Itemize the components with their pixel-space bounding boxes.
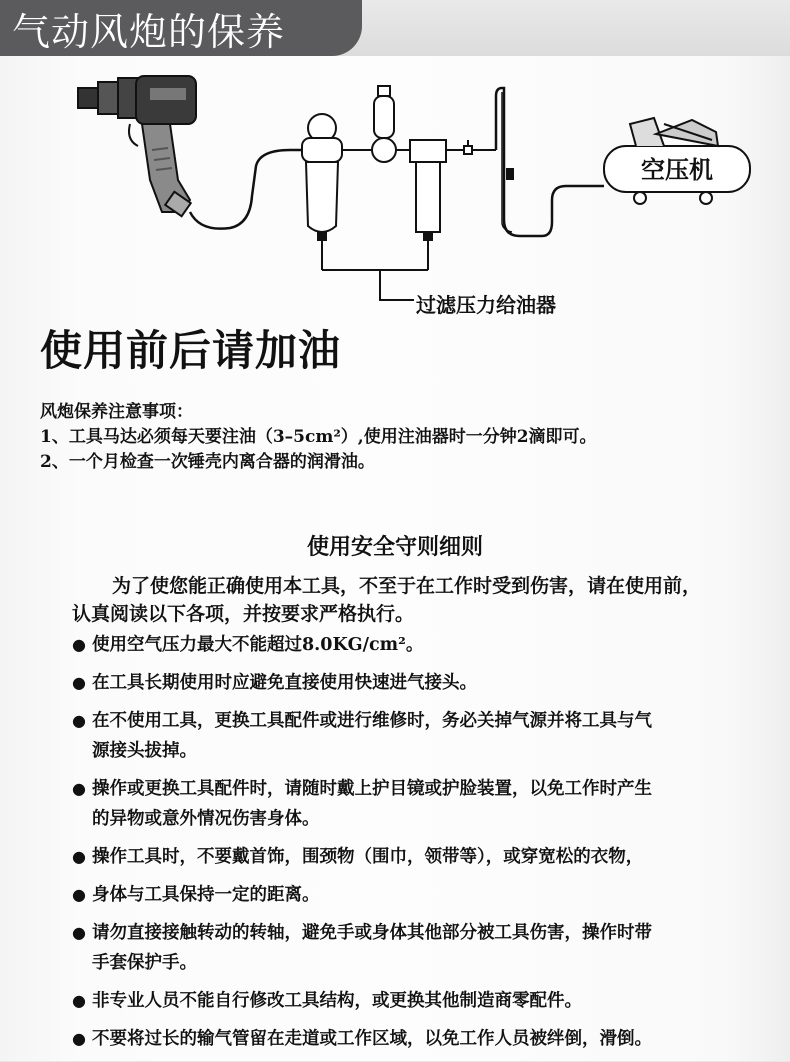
safety-rule-text: 身体与工具保持一定的距离。 bbox=[92, 885, 320, 905]
maintenance-title: 风炮保养注意事项： bbox=[40, 402, 193, 422]
safety-rule-text: 源接头拔掉。 bbox=[92, 741, 197, 761]
bullet-icon: ● bbox=[72, 711, 86, 730]
maintenance-notes bbox=[40, 400, 597, 475]
safety-rule bbox=[72, 842, 762, 872]
safety-rule-text: 手套保护手。 bbox=[92, 953, 197, 973]
safety-rule bbox=[72, 986, 762, 1016]
air-system-diagram bbox=[0, 60, 790, 320]
safety-intro bbox=[72, 572, 762, 628]
safety-rule bbox=[72, 774, 762, 834]
safety-rule bbox=[72, 706, 762, 766]
safety-rule bbox=[72, 880, 762, 910]
filter-regulator-label: 过滤压力给油器 bbox=[416, 293, 556, 317]
safety-rule-text: 在工具长期使用时应避免直接使用快速进气接头。 bbox=[92, 673, 477, 693]
impact-wrench-icon bbox=[78, 76, 196, 216]
bullet-icon: ● bbox=[72, 923, 86, 942]
air-hose bbox=[190, 150, 308, 229]
safety-rule-text: 在不使用工具，更换工具配件或进行维修时，务必关掉气源并将工具与气 bbox=[92, 711, 652, 731]
safety-intro-line: 认真阅读以下各项，并按要求严格执行。 bbox=[72, 603, 415, 625]
label-bracket bbox=[322, 270, 428, 300]
safety-rule-text: 操作工具时，不要戴首饰，围颈物（围巾，领带等），或穿宽松的衣物， bbox=[92, 847, 644, 867]
compressor-label: 空压机 bbox=[641, 156, 713, 184]
filter-bowl-icon bbox=[302, 114, 342, 270]
maintenance-item: 1、工具马达必须每天要注油（3–5cm²）,使用注油器时一分钟2滴即可。 bbox=[40, 427, 597, 447]
safety-rule-text: 使用空气压力最大不能超过8.0KG/cm²。 bbox=[92, 635, 424, 655]
lubricator-icon bbox=[410, 140, 496, 270]
bullet-icon: ● bbox=[72, 991, 86, 1010]
pressure-regulator-icon bbox=[342, 86, 412, 162]
safety-rule-text: 不要将过长的输气管留在走道或工作区域，以免工作人员被绊倒，滑倒。 bbox=[92, 1029, 652, 1049]
safety-rule bbox=[72, 668, 762, 698]
supply-pipe bbox=[496, 88, 604, 236]
page-title: 气动风炮的保养 bbox=[12, 9, 286, 54]
bullet-icon: ● bbox=[72, 847, 86, 866]
safety-rule-text: 操作或更换工具配件时，请随时戴上护目镜或护脸装置，以免工作时产生 bbox=[92, 779, 652, 799]
safety-intro-line: 为了使您能正确使用本工具，不至于在工作时受到伤害，请在使用前， bbox=[112, 575, 702, 597]
bullet-icon: ● bbox=[72, 779, 86, 798]
oil-heading: 使用前后请加油 bbox=[40, 326, 342, 375]
safety-rule bbox=[72, 630, 762, 660]
safety-rules-title: 使用安全守则细则 bbox=[306, 534, 483, 560]
bullet-icon: ● bbox=[72, 1029, 86, 1048]
bullet-icon: ● bbox=[72, 885, 86, 904]
maintenance-item: 2、一个月检查一次锤壳内离合器的润滑油。 bbox=[40, 452, 375, 472]
safety-rule bbox=[72, 1024, 762, 1054]
safety-rule-text: 非专业人员不能自行修改工具结构，或更换其他制造商零配件。 bbox=[92, 991, 582, 1011]
safety-rule-text: 请勿直接接触转动的转轴，避免手或身体其他部分被工具伤害，操作时带 bbox=[92, 923, 652, 943]
title-tab bbox=[0, 0, 362, 56]
bullet-icon: ● bbox=[72, 635, 86, 654]
safety-rules-list bbox=[72, 630, 762, 1062]
safety-rule-text: 的异物或意外情况伤害身体。 bbox=[92, 809, 320, 829]
bullet-icon: ● bbox=[72, 673, 86, 692]
safety-rule bbox=[72, 918, 762, 978]
